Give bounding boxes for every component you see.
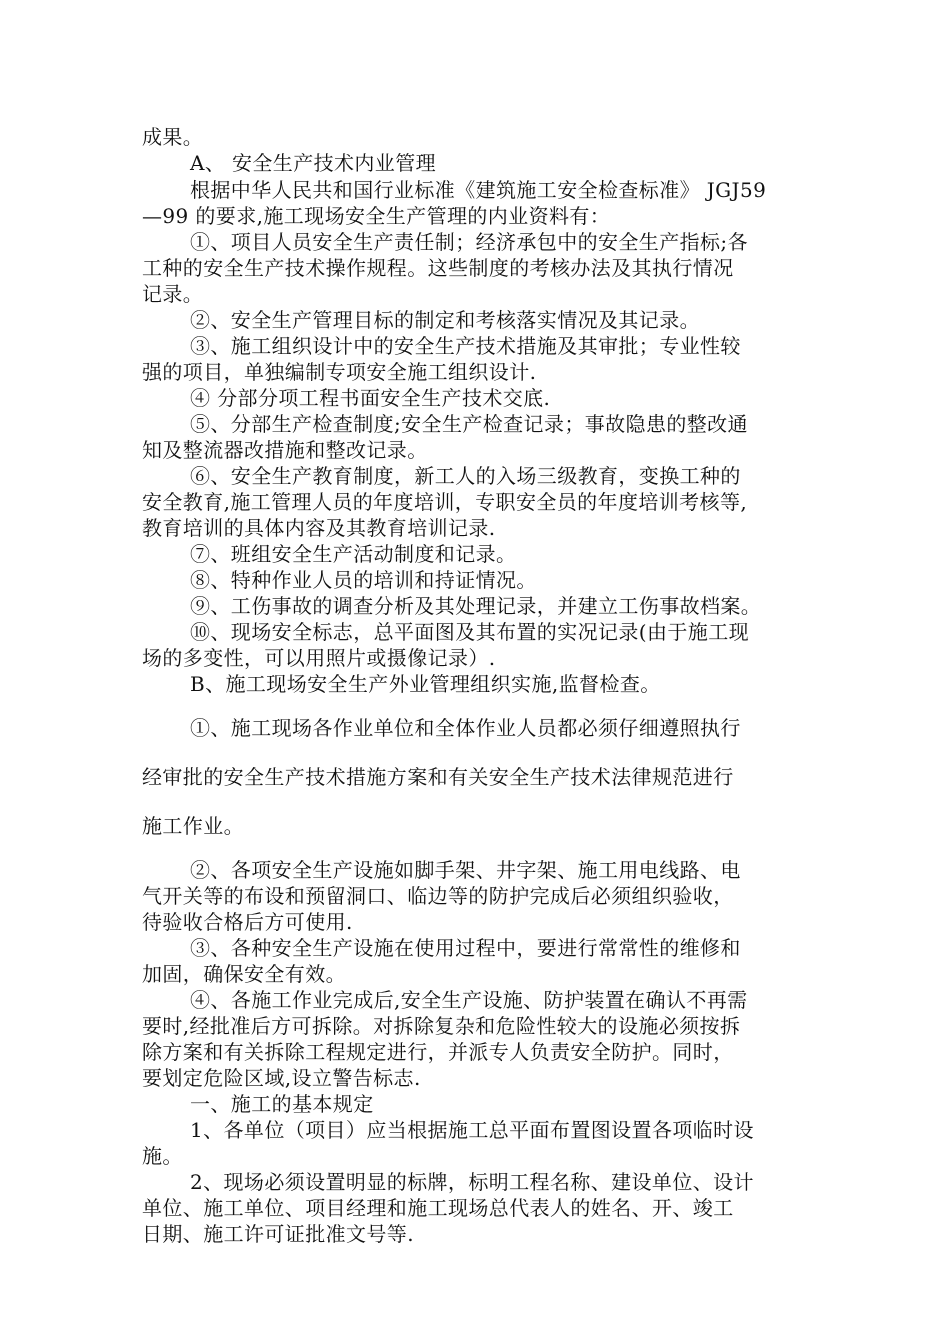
text-line: —99 的要求,施工现场安全生产管理的内业资料有： [142,204,611,228]
text-line: 气开关等的布设和预留洞口、临边等的防护完成后必须组织验收， [142,884,734,908]
list-item-line: ⑨、工伤事故的调查分析及其处理记录，并建立工伤事故档案。 [190,594,762,618]
text-line: 教育培训的具体内容及其教育培训记录. [142,516,496,540]
list-item-line: ③、施工组织设计中的安全生产技术措施及其审批；专业性较 [190,334,741,358]
list-item-line: ①、施工现场各作业单位和全体作业人员都必须仔细遵照执行 [190,716,741,740]
text-line: 场的多变性，可以用照片或摄像记录）. [142,646,496,670]
text-line: 知及整流器改措施和整改记录。 [142,438,428,462]
list-item-line: ②、各项安全生产设施如脚手架、井字架、施工用电线路、电 [190,858,741,882]
text-line: 强的项目，单独编制专项安全施工组织设计. [142,360,537,384]
section-heading-a: A、 安全生产技术内业管理 [190,151,437,175]
text-line: 日期、施工许可证批准文号等. [142,1222,414,1246]
section-heading-1: 一、施工的基本规定 [190,1092,374,1116]
text-line: 经审批的安全生产技术措施方案和有关安全生产技术法律规范进行 [142,765,734,789]
list-item-line: ③、各种安全生产设施在使用过程中，要进行常常性的维修和 [190,936,741,960]
list-item-line: 1、各单位（项目）应当根据施工总平面布置图设置各项临时设 [190,1118,754,1142]
list-item-line: ⑦、班组安全生产活动制度和记录。 [190,542,517,566]
text-line: 施工作业。 [142,814,244,838]
list-item-line: ④、各施工作业完成后,安全生产设施、防护装置在确认不再需 [190,988,748,1012]
text-line: 安全教育,施工管理人员的年度培训，专职安全员的年度培训考核等, [142,490,748,514]
list-item-line: 2、现场必须设置明显的标牌，标明工程名称、建设单位、设计 [190,1170,754,1194]
list-item-line: ⑥、安全生产教育制度，新工人的入场三级教育，变换工种的 [190,464,741,488]
text-line: 除方案和有关拆除工程规定进行，并派专人负责安全防护。同时， [142,1040,734,1064]
text-line: 记录。 [142,282,204,306]
text-line: 单位、施工单位、项目经理和施工现场总代表人的姓名、开、竣工 [142,1196,734,1220]
list-item-line: ⑧、特种作业人员的培训和持证情况。 [190,568,537,592]
text-line: 要划定危险区域,设立警告标志. [142,1066,421,1090]
text-line: 施。 [142,1144,183,1168]
list-item-line: ①、项目人员安全生产责任制；经济承包中的安全生产指标;各 [190,230,748,254]
text-line: 根据中华人民共和国行业标准《建筑施工安全检查标准》 JGJ59 [190,178,767,202]
list-item-line: ⑤、分部生产检查制度;安全生产检查记录；事故隐患的整改通 [190,412,748,436]
text-line: 成果。 [142,125,204,149]
text-line: 加固，确保安全有效。 [142,962,346,986]
text-line: 待验收合格后方可使用. [142,910,353,934]
list-item-line: ⑩、现场安全标志，总平面图及其布置的实况记录(由于施工现 [190,620,750,644]
list-item-line: ②、安全生产管理目标的制定和考核落实情况及其记录。 [190,308,700,332]
section-heading-b: B、施工现场安全生产外业管理组织实施,监督检查。 [190,672,661,696]
text-line: 工种的安全生产技术操作规程。这些制度的考核办法及其执行情况 [142,256,734,280]
list-item-line: ④ 分部分项工程书面安全生产技术交底. [190,386,551,410]
text-line: 要时,经批准后方可拆除。对拆除复杂和危险性较大的设施必须按拆 [142,1014,741,1038]
